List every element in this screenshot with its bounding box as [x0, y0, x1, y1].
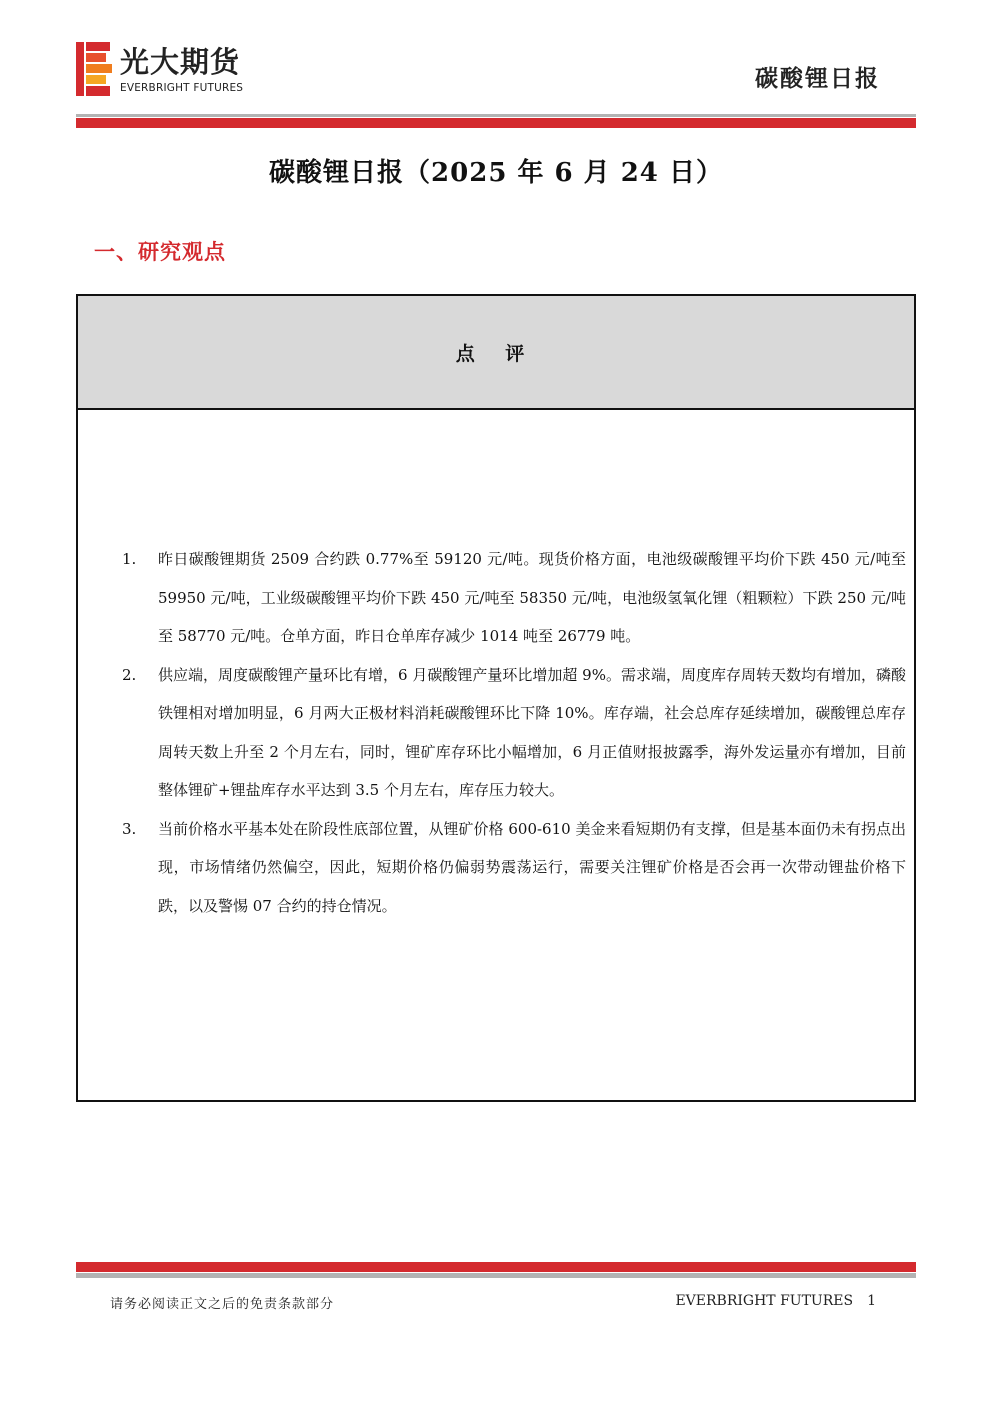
header-divider [76, 114, 916, 128]
footer-brand-page [675, 1293, 876, 1309]
comment-box [76, 294, 916, 1102]
list-item-number: 3. [122, 819, 137, 838]
footer-disclaimer: 请务必阅读正文之后的免责条款部分 [110, 1297, 335, 1312]
logo-english-name: EVERBRIGHT FUTURES [120, 82, 244, 94]
logo-chinese-name: 光大期货 [120, 45, 241, 79]
list-item-number: 2. [122, 665, 137, 684]
section-heading: 一、研究观点 [94, 239, 226, 264]
comment-list [122, 540, 906, 925]
list-item [122, 656, 906, 810]
page-number: 1 [867, 1293, 876, 1309]
list-item [122, 810, 906, 926]
document-title: 碳酸锂日报（2025 年 6 月 24 日） [269, 158, 723, 188]
comment-box-title: 点 评 [455, 342, 537, 365]
report-name: 碳酸锂日报 [755, 66, 880, 92]
list-item [122, 540, 906, 656]
everbright-logo-icon [76, 42, 112, 96]
footer-brand: EVERBRIGHT FUTURES [675, 1293, 854, 1309]
list-item-text: 供应端，周度碳酸锂产量环比有增，6 月碳酸锂产量环比增加超 9%。需求端，周度库存周转天数均有增加，磷酸铁锂相对增加明显，6 月两大正极材料消耗碳酸锂环比下降 10%。库存端，社会总库存延续增加，碳酸锂总库存周转天数上升至 2 个月左右，同时，锂矿库存环比小幅增加，6 月正值财报披露季，海外发运量亦有增加，目前整体锂矿+锂盐库存水平达到 3.5 个月左右，库存压力较大。 [158, 665, 906, 799]
company-logo [76, 42, 286, 98]
list-item-number: 1. [122, 550, 137, 568]
comment-box-header [78, 296, 914, 410]
list-item-text: 昨日碳酸锂期货 2509 合约跌 0.77%至 59120 元/吨。现货价格方面，电池级碳酸锂平均价下跌 450 元/吨至 59950 元/吨，工业级碳酸锂平均价下跌 450 元/吨至 58350 元/吨，电池级氢氧化锂（粗颗粒）下跌 250 元/吨至 58770 元/吨。仓单方面，昨日仓单库存减少 1014 吨至 26779 吨。 [158, 550, 906, 645]
footer-divider [76, 1262, 916, 1278]
list-item-text: 当前价格水平基本处在阶段性底部位置，从锂矿价格 600-610 美金来看短期仍有支撑，但是基本面仍未有拐点出现，市场情绪仍然偏空，因此，短期价格仍偏弱势震荡运行，需要关注锂矿价格是否会再一次带动锂盐价格下跌，以及警惕 07 合约的持仓情况。 [158, 819, 906, 915]
